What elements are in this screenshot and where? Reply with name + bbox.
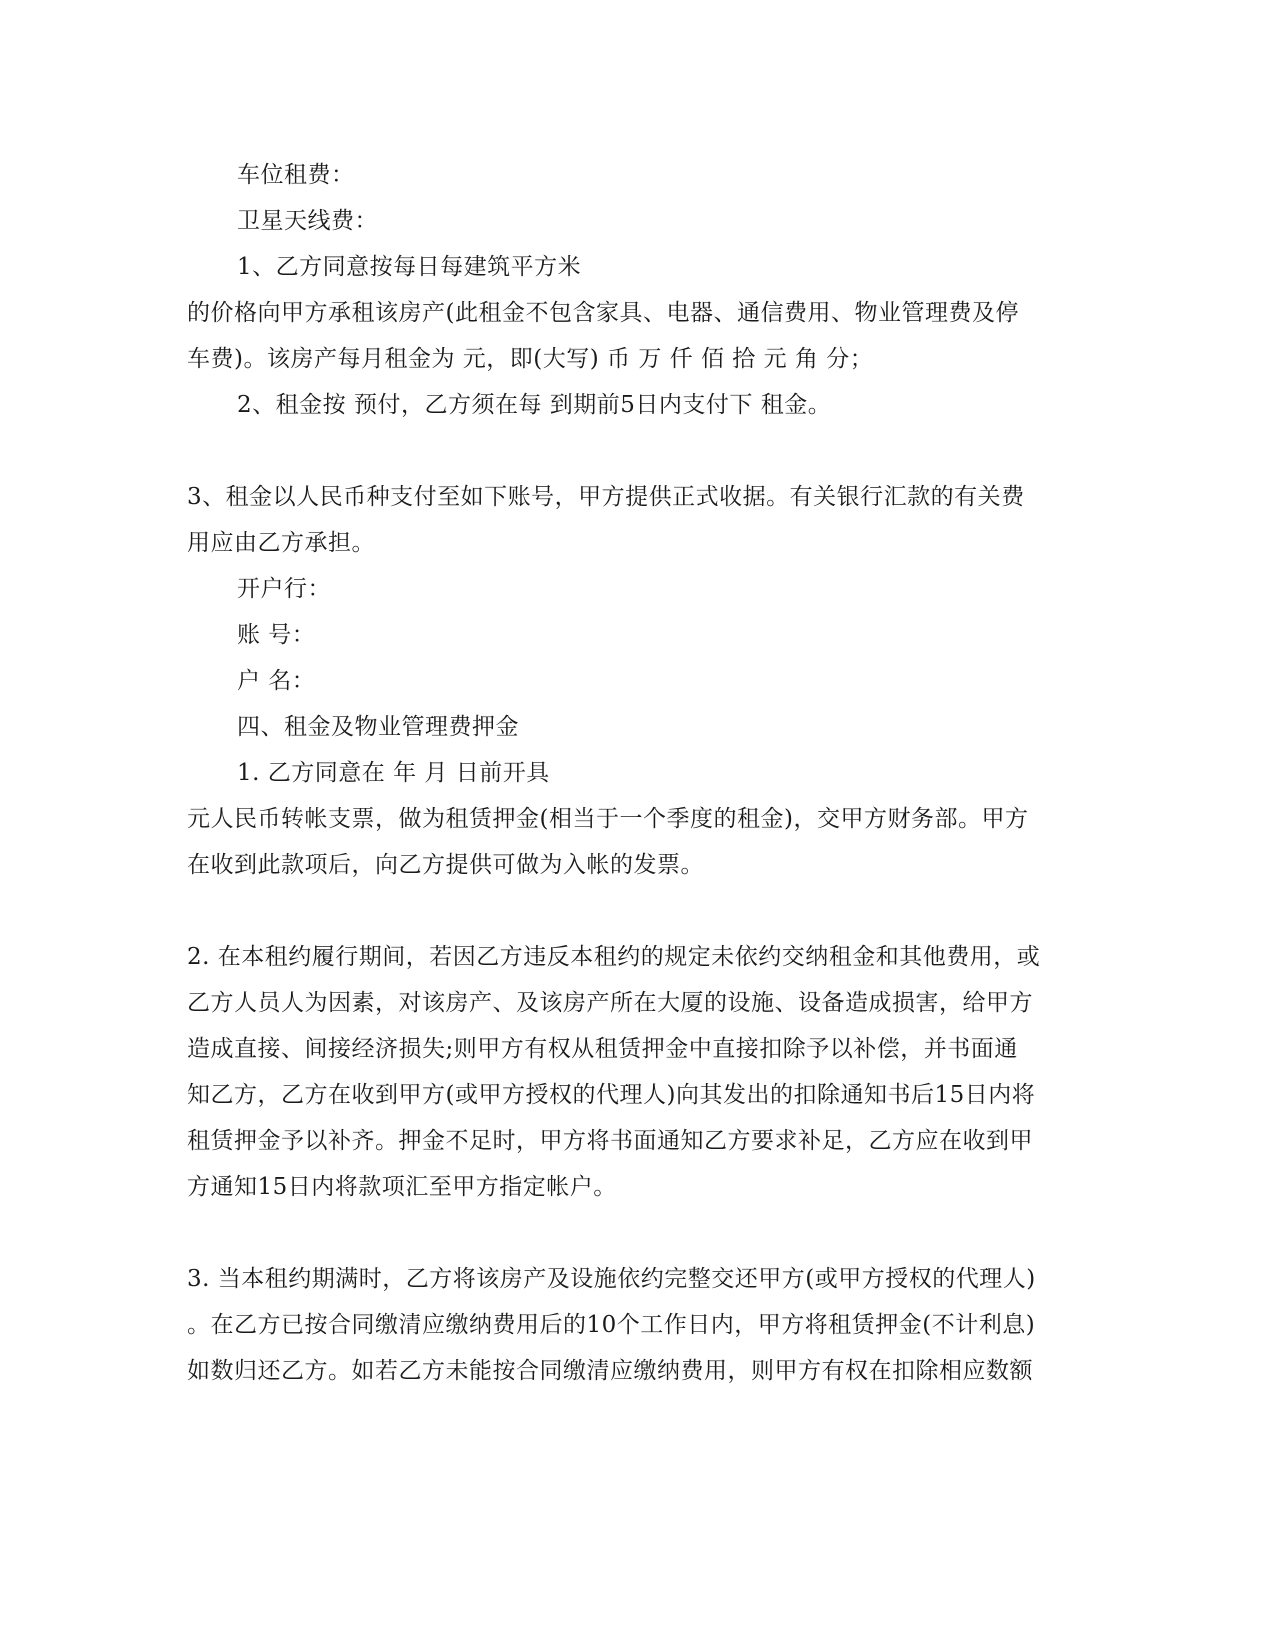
deposit-clause-1-line-3: 在收到此款项后，向乙方提供可做为入帐的发票。: [187, 852, 704, 878]
deposit-clause-3-line-1: 3. 当本租约期满时，乙方将该房产及设施依约完整交还甲方(或甲方授权的代理人): [187, 1266, 1036, 1292]
section-4-heading: 四、租金及物业管理费押金: [237, 714, 519, 740]
clause-1-line-3: 车费)。该房产每月租金为 元，即(大写) 币 万 仟 佰 拾 元 角 分；: [187, 346, 874, 372]
deposit-clause-2-line-5: 租赁押金予以补齐。押金不足时，甲方将书面通知乙方要求补足，乙方应在收到甲: [187, 1128, 1033, 1154]
account-name-label: 户 名：: [237, 668, 316, 694]
parking-fee-label: 车位租费：: [237, 162, 355, 188]
deposit-clause-2-line-2: 乙方人员人为因素，对该房产、及该房产所在大厦的设施、设备造成损害，给甲方: [187, 990, 1033, 1016]
deposit-clause-2-line-3: 造成直接、间接经济损失;则甲方有权从租赁押金中直接扣除予以补偿，并书面通: [187, 1036, 1018, 1062]
deposit-clause-3-line-3: 如数归还乙方。如若乙方未能按合同缴清应缴纳费用，则甲方有权在扣除相应数额: [187, 1358, 1033, 1384]
clause-3-line-1: 3、租金以人民币种支付至如下账号，甲方提供正式收据。有关银行汇款的有关费: [187, 484, 1025, 510]
clause-1-line-2: 的价格向甲方承租该房产(此租金不包含家具、电器、通信费用、物业管理费及停: [187, 300, 1019, 326]
deposit-clause-2-line-1: 2. 在本租约履行期间，若因乙方违反本租约的规定未依约交纳租金和其他费用，或: [187, 944, 1041, 970]
clause-2-line-1: 2、租金按 预付，乙方须在每 到期前5日内支付下 租金。: [237, 392, 832, 418]
deposit-clause-1-line-1: 1. 乙方同意在 年 月 日前开具: [237, 760, 550, 786]
clause-3-line-2: 用应由乙方承担。: [187, 530, 375, 556]
deposit-clause-3-line-2: 。在乙方已按合同缴清应缴纳费用后的10个工作日内，甲方将租赁押金(不计利息): [187, 1312, 1036, 1338]
deposit-clause-2-line-6: 方通知15日内将款项汇至甲方指定帐户。: [187, 1174, 617, 1200]
satellite-fee-label: 卫星天线费：: [237, 208, 378, 234]
bank-name-label: 开户行：: [237, 576, 331, 602]
deposit-clause-2-line-4: 知乙方，乙方在收到甲方(或甲方授权的代理人)向其发出的扣除通知书后15日内将: [187, 1082, 1036, 1108]
account-number-label: 账 号：: [237, 622, 316, 648]
clause-1-line-1: 1、乙方同意按每日每建筑平方米: [237, 254, 582, 280]
deposit-clause-1-line-2: 元人民币转帐支票，做为租赁押金(相当于一个季度的租金)，交甲方财务部。甲方: [187, 806, 1029, 832]
